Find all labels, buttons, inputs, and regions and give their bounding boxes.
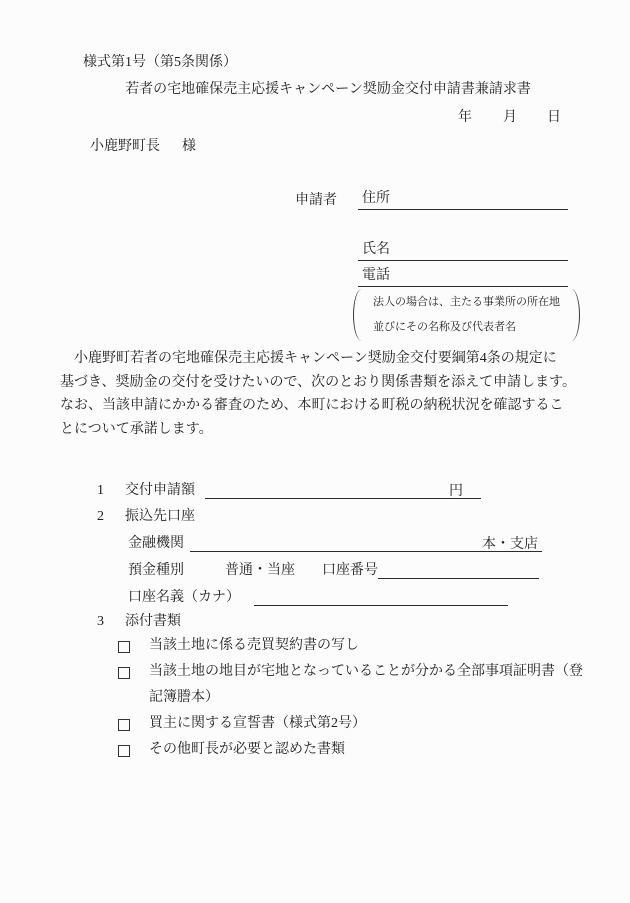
- deposit-type-options: 普通・当座: [225, 563, 295, 578]
- close-paren-icon: [569, 289, 580, 341]
- section1-number: 1: [97, 483, 104, 498]
- corporate-note-line1: 法人の場合は、主たる事業所の所在地: [373, 296, 560, 308]
- address-label: 住所: [362, 191, 390, 206]
- page-title: 若者の宅地確保売主応援キャンペーン奨励金交付申請書兼請求書: [125, 82, 531, 97]
- attachment-item: [118, 711, 585, 737]
- checkbox-icon: [118, 641, 130, 653]
- attachment-item: [118, 737, 585, 763]
- section2-number: 2: [97, 509, 104, 524]
- checkbox-icon: [118, 745, 130, 757]
- applicant-label: 申請者: [295, 193, 337, 208]
- amount-field: [205, 480, 481, 499]
- attachment-item-label: 当該土地の地目が宅地となっていることが分かる全部事項証明書（登記簿謄本）: [149, 664, 583, 705]
- account-holder-field: [254, 587, 508, 606]
- attachment-item-label: 買主に関する宣誓書（様式第2号）: [149, 716, 366, 731]
- deposit-type-label: 預金種別: [128, 563, 184, 578]
- applicant-phone-field: [358, 266, 568, 287]
- body-line-4: とについて承諾します。: [60, 421, 213, 437]
- account-holder-row: [128, 586, 508, 606]
- corporate-note-text: [364, 289, 569, 341]
- bank-field: [190, 533, 542, 552]
- bank-row: [128, 532, 542, 552]
- addressee-line: [90, 135, 196, 155]
- section1-label: 交付申請額: [125, 483, 195, 498]
- name-label: 氏名: [362, 242, 390, 257]
- applicant-name-field: [358, 240, 568, 261]
- account-number-field: [378, 560, 539, 579]
- section3-label: 添付書類: [125, 614, 181, 629]
- body-line-1: 小鹿野町若者の宅地確保売主応援キャンペーン奨励金交付要綱第4条の規定に: [60, 351, 557, 366]
- branch-suffix-label: 本・支店: [482, 537, 538, 552]
- body-line-2: 基づき、奨励金の交付を受けたいので、次のとおり関係書類を添えて申請します。: [60, 374, 577, 390]
- date-year-label: 年: [458, 110, 472, 125]
- form-number: 様式第1号（第5条関係）: [83, 55, 237, 70]
- account-number-label: 口座番号: [322, 563, 378, 578]
- section-attachments: [97, 610, 181, 630]
- checkbox-icon: [118, 719, 130, 731]
- body-paragraph: [60, 347, 576, 441]
- section-bank-account: [97, 505, 195, 525]
- checkbox-icon: [118, 667, 130, 679]
- corporate-note-line2: 並びにその名称及び代表者名: [373, 321, 516, 333]
- open-paren-icon: [353, 289, 364, 341]
- amount-unit-label: 円: [449, 484, 463, 499]
- attachment-item: [118, 659, 585, 711]
- account-holder-label: 口座名義（カナ）: [128, 590, 240, 605]
- corporate-note: [353, 289, 580, 341]
- applicant-address-field: [358, 189, 568, 210]
- deposit-type-row: [128, 559, 539, 579]
- phone-label: 電話: [362, 268, 390, 283]
- date-day-label: 日: [547, 110, 561, 125]
- date-line: [458, 106, 561, 126]
- attachment-item: [118, 633, 585, 659]
- attachment-checklist: [118, 633, 585, 763]
- section2-label: 振込先口座: [125, 509, 195, 524]
- attachment-item-label: 当該土地に係る売買契約書の写し: [149, 638, 359, 653]
- attachment-item-label: その他町長が必要と認めた書類: [149, 742, 345, 757]
- addressee-name: 小鹿野町長: [90, 139, 160, 154]
- body-line-3: なお、当該申請にかかる審査のため、本町における町税の納税状況を確認するこ: [60, 398, 564, 413]
- section-application-amount: [97, 479, 481, 499]
- bank-label: 金融機関: [128, 536, 184, 551]
- section3-number: 3: [97, 614, 104, 629]
- addressee-honorific: 様: [182, 139, 196, 154]
- date-month-label: 月: [503, 110, 517, 125]
